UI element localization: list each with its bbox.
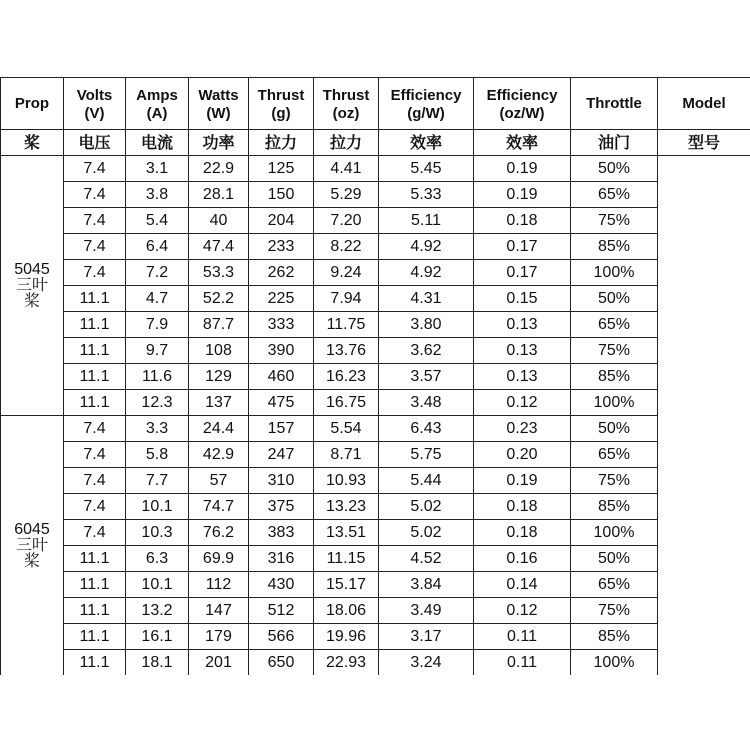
table-row <box>1 650 750 676</box>
cell-thrust-g: 150 <box>249 182 314 208</box>
cell-throttle: 65% <box>571 572 658 598</box>
cell-amps: 9.7 <box>126 338 189 364</box>
cell-amps: 3.1 <box>126 156 189 182</box>
prop-type-cell <box>1 416 64 676</box>
table-row <box>1 260 750 286</box>
cell-watts: 42.9 <box>189 442 249 468</box>
cell-throttle: 50% <box>571 156 658 182</box>
header-cn-thrust-oz: 拉力 <box>314 130 379 156</box>
header-thrust-g: Thrust (g) <box>249 78 314 130</box>
header-cn-efficiency-ozw: 效率 <box>474 130 571 156</box>
cell-throttle: 85% <box>571 234 658 260</box>
cell-thrust-oz: 16.23 <box>314 364 379 390</box>
cell-amps: 10.1 <box>126 572 189 598</box>
cell-throttle: 75% <box>571 338 658 364</box>
cell-throttle: 100% <box>571 390 658 416</box>
cell-volts: 7.4 <box>64 208 126 234</box>
cell-efficiency-ozw: 0.11 <box>474 650 571 676</box>
cell-efficiency-gw: 5.11 <box>379 208 474 234</box>
cell-throttle: 50% <box>571 546 658 572</box>
cell-thrust-oz: 8.71 <box>314 442 379 468</box>
cell-watts: 69.9 <box>189 546 249 572</box>
prop-label-line: 桨 <box>23 552 40 570</box>
cell-efficiency-gw: 3.17 <box>379 624 474 650</box>
cell-efficiency-ozw: 0.15 <box>474 286 571 312</box>
header-model: Model <box>658 78 750 130</box>
cell-throttle: 50% <box>571 286 658 312</box>
cell-throttle: 85% <box>571 364 658 390</box>
header-cn-model: 型号 <box>658 130 750 156</box>
cell-thrust-oz: 5.54 <box>314 416 379 442</box>
cell-thrust-g: 157 <box>249 416 314 442</box>
cell-efficiency-gw: 3.80 <box>379 312 474 338</box>
header-row-chinese <box>1 130 750 156</box>
header-throttle: Throttle <box>571 78 658 130</box>
cell-efficiency-gw: 5.33 <box>379 182 474 208</box>
cell-efficiency-gw: 6.43 <box>379 416 474 442</box>
cell-amps: 13.2 <box>126 598 189 624</box>
cell-amps: 16.1 <box>126 624 189 650</box>
header-prop: Prop <box>1 78 64 130</box>
header-cn-throttle: 油门 <box>571 130 658 156</box>
cell-amps: 7.7 <box>126 468 189 494</box>
cell-watts: 201 <box>189 650 249 676</box>
table-row <box>1 494 750 520</box>
cell-thrust-oz: 9.24 <box>314 260 379 286</box>
cell-throttle: 75% <box>571 598 658 624</box>
prop-label-line: 桨 <box>23 292 40 310</box>
cell-amps: 7.2 <box>126 260 189 286</box>
table-row <box>1 286 750 312</box>
cell-thrust-oz: 13.76 <box>314 338 379 364</box>
cell-efficiency-gw: 4.92 <box>379 260 474 286</box>
cell-watts: 24.4 <box>189 416 249 442</box>
cell-watts: 112 <box>189 572 249 598</box>
prop-label-line: 三叶 <box>15 536 48 554</box>
cell-volts: 11.1 <box>64 546 126 572</box>
table-row <box>1 520 750 546</box>
cell-thrust-oz: 5.29 <box>314 182 379 208</box>
header-efficiency-gw: Efficiency (g/W) <box>379 78 474 130</box>
cell-thrust-g: 566 <box>249 624 314 650</box>
cell-amps: 10.3 <box>126 520 189 546</box>
cell-efficiency-gw: 3.57 <box>379 364 474 390</box>
table-row <box>1 364 750 390</box>
cell-watts: 57 <box>189 468 249 494</box>
header-cn-thrust-g: 拉力 <box>249 130 314 156</box>
cell-watts: 74.7 <box>189 494 249 520</box>
cell-watts: 76.2 <box>189 520 249 546</box>
cell-thrust-oz: 15.17 <box>314 572 379 598</box>
cell-efficiency-gw: 3.84 <box>379 572 474 598</box>
table-row <box>1 598 750 624</box>
cell-volts: 11.1 <box>64 312 126 338</box>
cell-thrust-g: 204 <box>249 208 314 234</box>
cell-watts: 28.1 <box>189 182 249 208</box>
cell-volts: 7.4 <box>64 156 126 182</box>
cell-thrust-g: 390 <box>249 338 314 364</box>
cell-efficiency-gw: 4.31 <box>379 286 474 312</box>
cell-thrust-oz: 7.94 <box>314 286 379 312</box>
prop-type-cell <box>1 156 64 416</box>
cell-throttle: 100% <box>571 260 658 286</box>
cell-amps: 6.4 <box>126 234 189 260</box>
cell-amps: 5.8 <box>126 442 189 468</box>
header-thrust-oz: Thrust (oz) <box>314 78 379 130</box>
cell-efficiency-ozw: 0.13 <box>474 312 571 338</box>
header-cn-prop: 桨 <box>1 130 64 156</box>
cell-efficiency-ozw: 0.13 <box>474 338 571 364</box>
cell-efficiency-ozw: 0.13 <box>474 364 571 390</box>
cell-throttle: 75% <box>571 468 658 494</box>
header-cn-watts: 功率 <box>189 130 249 156</box>
table-row <box>1 234 750 260</box>
header-cn-volts: 电压 <box>64 130 126 156</box>
cell-watts: 52.2 <box>189 286 249 312</box>
cell-efficiency-ozw: 0.18 <box>474 520 571 546</box>
cell-efficiency-gw: 5.75 <box>379 442 474 468</box>
cell-efficiency-ozw: 0.17 <box>474 260 571 286</box>
cell-thrust-g: 262 <box>249 260 314 286</box>
cell-volts: 7.4 <box>64 260 126 286</box>
cell-thrust-g: 512 <box>249 598 314 624</box>
cell-amps: 5.4 <box>126 208 189 234</box>
prop-label-line: 6045 <box>14 520 50 538</box>
cell-thrust-g: 125 <box>249 156 314 182</box>
cell-amps: 10.1 <box>126 494 189 520</box>
header-cn-efficiency-gw: 效率 <box>379 130 474 156</box>
cell-volts: 11.1 <box>64 650 126 676</box>
cell-amps: 11.6 <box>126 364 189 390</box>
cell-thrust-g: 650 <box>249 650 314 676</box>
cell-thrust-g: 316 <box>249 546 314 572</box>
cell-thrust-oz: 16.75 <box>314 390 379 416</box>
table-row <box>1 416 750 442</box>
cell-thrust-g: 233 <box>249 234 314 260</box>
cell-efficiency-gw: 5.02 <box>379 494 474 520</box>
cell-volts: 11.1 <box>64 390 126 416</box>
cell-efficiency-ozw: 0.12 <box>474 598 571 624</box>
cell-watts: 40 <box>189 208 249 234</box>
cell-efficiency-ozw: 0.14 <box>474 572 571 598</box>
cell-volts: 11.1 <box>64 286 126 312</box>
cell-thrust-oz: 10.93 <box>314 468 379 494</box>
cell-thrust-g: 383 <box>249 520 314 546</box>
cell-efficiency-ozw: 0.23 <box>474 416 571 442</box>
cell-efficiency-ozw: 0.17 <box>474 234 571 260</box>
cell-thrust-oz: 22.93 <box>314 650 379 676</box>
table-row <box>1 468 750 494</box>
cell-watts: 137 <box>189 390 249 416</box>
cell-thrust-g: 375 <box>249 494 314 520</box>
cell-volts: 7.4 <box>64 442 126 468</box>
cell-watts: 22.9 <box>189 156 249 182</box>
cell-efficiency-ozw: 0.19 <box>474 468 571 494</box>
cell-volts: 7.4 <box>64 182 126 208</box>
cell-throttle: 85% <box>571 494 658 520</box>
cell-watts: 147 <box>189 598 249 624</box>
cell-efficiency-ozw: 0.12 <box>474 390 571 416</box>
cell-volts: 7.4 <box>64 234 126 260</box>
cell-efficiency-gw: 3.48 <box>379 390 474 416</box>
cell-thrust-g: 460 <box>249 364 314 390</box>
cell-efficiency-gw: 3.24 <box>379 650 474 676</box>
cell-volts: 11.1 <box>64 598 126 624</box>
table-row <box>1 208 750 234</box>
table-row <box>1 390 750 416</box>
cell-efficiency-ozw: 0.18 <box>474 208 571 234</box>
cell-efficiency-gw: 4.52 <box>379 546 474 572</box>
cell-throttle: 65% <box>571 442 658 468</box>
cell-efficiency-ozw: 0.19 <box>474 182 571 208</box>
cell-volts: 11.1 <box>64 572 126 598</box>
cell-efficiency-gw: 5.44 <box>379 468 474 494</box>
prop-performance-table <box>0 77 750 675</box>
cell-amps: 3.8 <box>126 182 189 208</box>
prop-performance-sheet <box>0 77 750 675</box>
cell-watts: 53.3 <box>189 260 249 286</box>
cell-thrust-g: 310 <box>249 468 314 494</box>
cell-thrust-g: 247 <box>249 442 314 468</box>
cell-efficiency-ozw: 0.16 <box>474 546 571 572</box>
table-row <box>1 338 750 364</box>
cell-thrust-oz: 8.22 <box>314 234 379 260</box>
cell-thrust-oz: 18.06 <box>314 598 379 624</box>
cell-throttle: 65% <box>571 182 658 208</box>
cell-efficiency-ozw: 0.20 <box>474 442 571 468</box>
cell-throttle: 50% <box>571 416 658 442</box>
cell-watts: 87.7 <box>189 312 249 338</box>
cell-throttle: 65% <box>571 312 658 338</box>
cell-thrust-oz: 7.20 <box>314 208 379 234</box>
cell-volts: 7.4 <box>64 494 126 520</box>
cell-watts: 179 <box>189 624 249 650</box>
cell-efficiency-gw: 3.62 <box>379 338 474 364</box>
header-efficiency-ozw: Efficiency (oz/W) <box>474 78 571 130</box>
cell-thrust-oz: 11.75 <box>314 312 379 338</box>
cell-efficiency-gw: 4.92 <box>379 234 474 260</box>
cell-thrust-oz: 11.15 <box>314 546 379 572</box>
cell-thrust-g: 225 <box>249 286 314 312</box>
cell-throttle: 100% <box>571 520 658 546</box>
header-amps: Amps (A) <box>126 78 189 130</box>
header-watts: Watts (W) <box>189 78 249 130</box>
cell-thrust-g: 333 <box>249 312 314 338</box>
cell-thrust-g: 475 <box>249 390 314 416</box>
cell-thrust-g: 430 <box>249 572 314 598</box>
cell-thrust-oz: 13.51 <box>314 520 379 546</box>
cell-volts: 11.1 <box>64 338 126 364</box>
table-row <box>1 312 750 338</box>
cell-efficiency-gw: 5.45 <box>379 156 474 182</box>
table-row <box>1 546 750 572</box>
cell-volts: 11.1 <box>64 624 126 650</box>
header-cn-amps: 电流 <box>126 130 189 156</box>
prop-label-line: 5045 <box>14 260 50 278</box>
cell-volts: 7.4 <box>64 416 126 442</box>
cell-thrust-oz: 13.23 <box>314 494 379 520</box>
cell-volts: 11.1 <box>64 364 126 390</box>
cell-throttle: 100% <box>571 650 658 676</box>
cell-amps: 6.3 <box>126 546 189 572</box>
cell-efficiency-gw: 3.49 <box>379 598 474 624</box>
cell-amps: 4.7 <box>126 286 189 312</box>
cell-volts: 7.4 <box>64 468 126 494</box>
cell-throttle: 85% <box>571 624 658 650</box>
cell-throttle: 75% <box>571 208 658 234</box>
cell-efficiency-gw: 5.02 <box>379 520 474 546</box>
cell-watts: 47.4 <box>189 234 249 260</box>
cell-watts: 108 <box>189 338 249 364</box>
prop-label-line: 三叶 <box>15 276 48 294</box>
cell-amps: 7.9 <box>126 312 189 338</box>
table-row <box>1 624 750 650</box>
cell-amps: 3.3 <box>126 416 189 442</box>
cell-thrust-oz: 19.96 <box>314 624 379 650</box>
header-volts: Volts (V) <box>64 78 126 130</box>
table-row <box>1 182 750 208</box>
cell-efficiency-ozw: 0.18 <box>474 494 571 520</box>
header-row-english <box>1 78 750 130</box>
cell-amps: 12.3 <box>126 390 189 416</box>
cell-amps: 18.1 <box>126 650 189 676</box>
table-row <box>1 572 750 598</box>
table-body <box>1 156 750 676</box>
cell-efficiency-ozw: 0.11 <box>474 624 571 650</box>
cell-efficiency-ozw: 0.19 <box>474 156 571 182</box>
cell-volts: 7.4 <box>64 520 126 546</box>
table-row <box>1 156 750 182</box>
cell-watts: 129 <box>189 364 249 390</box>
cell-thrust-oz: 4.41 <box>314 156 379 182</box>
model-cell <box>658 156 750 676</box>
table-row <box>1 442 750 468</box>
